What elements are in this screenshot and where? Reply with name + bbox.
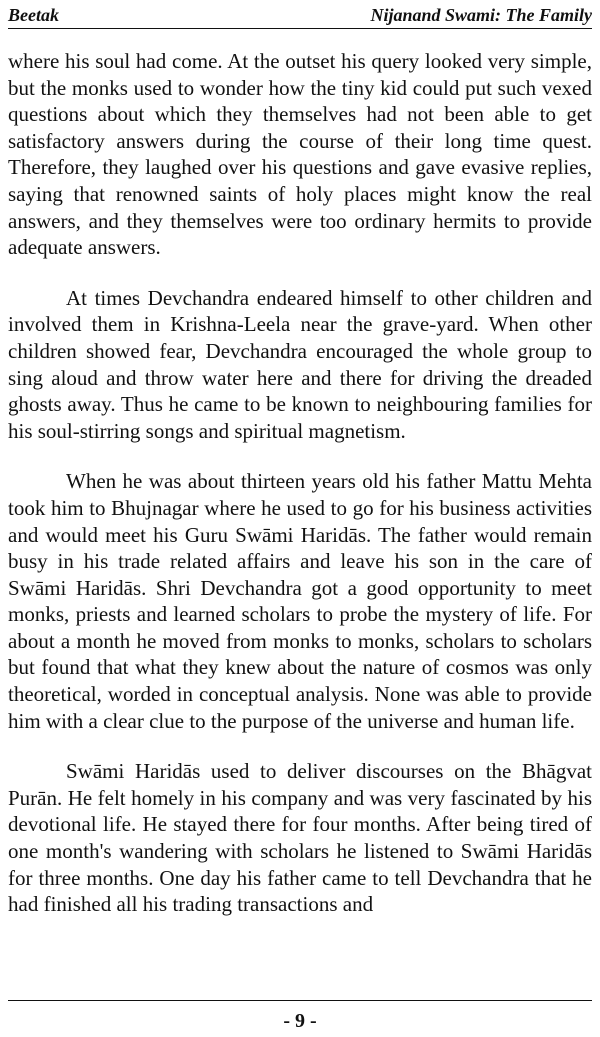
paragraph-3: When he was about thirteen years old his father Mattu Mehta took him to Bhujnagar where he used to go for his business activities and would meet his Guru Swāmi Haridās. The father would remain busy in his trade related affairs and leave his son in the care of Swāmi Haridās. Shri Devchandra got a good opportunity to meet monks, priests and learned scholars to probe the mystery of life. For about a month he moved from monks to monks, scholars to scholars but found that what they knew about the nature of cosmos was only theoretical, worded in conceptual analysis. None was able to provide him with a clear clue to the purpose of the universe and human life.	[8, 469, 592, 733]
header-rule	[8, 28, 592, 29]
paragraph-1: where his soul had come. At the outset his query looked very simple, but the monks used to wonder how the tiny kid could put such vexed questions about which they themselves had not been able to get satisfactory answers during the course of their long time quest. Therefore, they laughed over his questions and gave evasive replies, saying that renowned saints of holy places might know the real answers, and they themselves were too ordinary hermits to provide adequate answers.	[8, 49, 592, 260]
header-book-title: Beetak	[8, 5, 59, 25]
footer-rule	[8, 1000, 592, 1001]
paragraph-2: At times Devchandra endeared himself to other children and involved them in Krishna-Leela near the grave-yard. When other children showed fear, Devchandra encouraged the whole group to sing aloud and throw water here and there for driving the dreaded ghosts away. Thus he came to be known to neighbouring families for his soul-stirring songs and spiritual magnetism.	[8, 285, 592, 443]
page-number: - 9 -	[283, 1010, 317, 1032]
body-text	[8, 48, 592, 942]
paragraph-4: Swāmi Haridās used to deliver discourses on the Bhāgvat Purān. He felt homely in his company and was very fascinated by his devotional life. He stayed there for four months. After being tired of one month's wandering with scholars he listened to Swāmi Haridās for three months. One day his father came to tell Devchandra that he had finished all his trading transactions and	[8, 759, 592, 917]
header-chapter-title: Nijanand Swami: The Family	[370, 5, 592, 25]
